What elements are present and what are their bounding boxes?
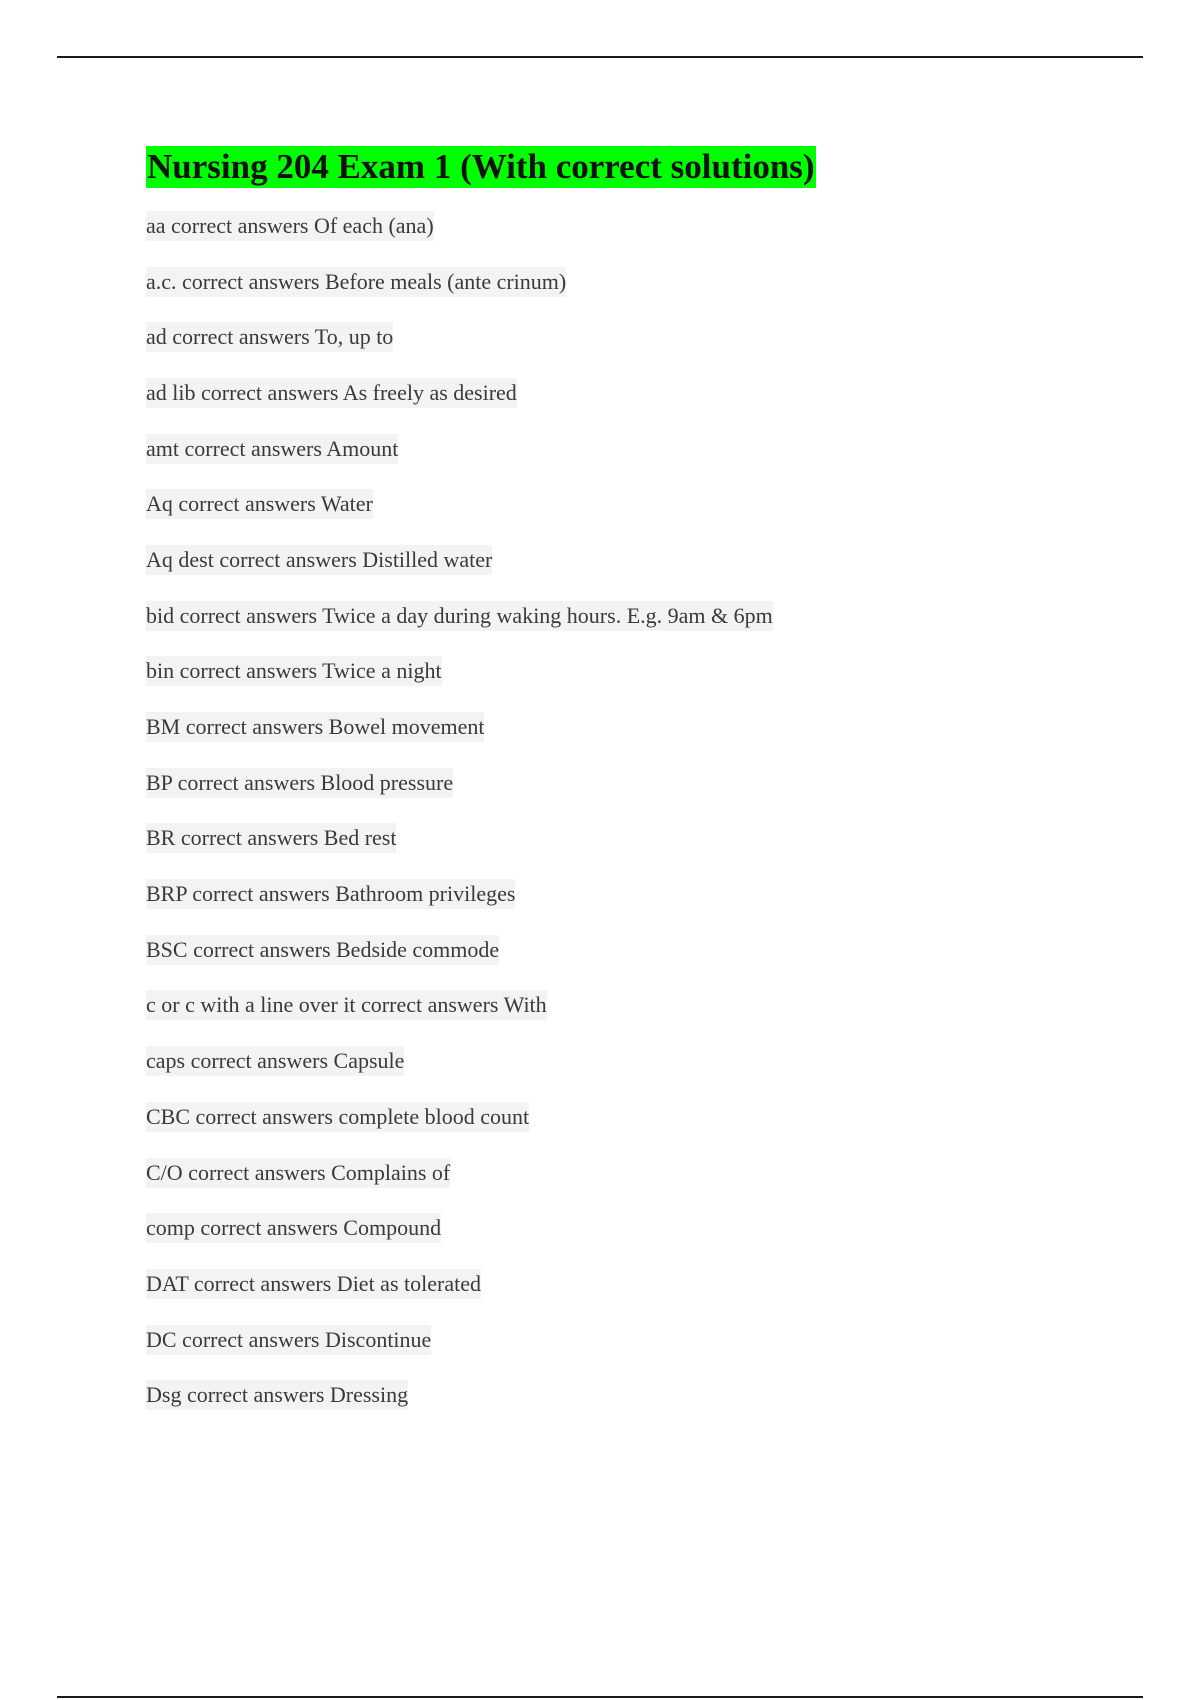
entry-text: caps correct answers Capsule [146,1046,404,1076]
list-item [146,1312,1146,1368]
document-title: Nursing 204 Exam 1 (With correct solutions) [147,147,815,186]
list-item [146,1089,1146,1145]
entry-text: BM correct answers Bowel movement [146,712,484,742]
entry-text: Aq dest correct answers Distilled water [146,545,492,575]
top-rule [57,56,1143,58]
list-item [146,1256,1146,1312]
entry-text: aa correct answers Of each (ana) [146,211,434,241]
entry-text: comp correct answers Compound [146,1213,441,1243]
entry-text: Aq correct answers Water [146,489,373,519]
list-item [146,476,1146,532]
entry-text: DC correct answers Discontinue [146,1325,431,1355]
list-item [146,309,1146,365]
list-item [146,1033,1146,1089]
list-item [146,922,1146,978]
entry-text: Dsg correct answers Dressing [146,1380,408,1410]
entry-text: DAT correct answers Diet as tolerated [146,1269,481,1299]
entry-text: ad correct answers To, up to [146,322,393,352]
list-item [146,699,1146,755]
list-item [146,811,1146,867]
list-item [146,588,1146,644]
bottom-rule [57,1696,1143,1698]
document-body [146,146,1146,1423]
entry-text: amt correct answers Amount [146,434,398,464]
list-item [146,365,1146,421]
list-item [146,644,1146,700]
list-item [146,421,1146,477]
list-item [146,866,1146,922]
entry-text: c or c with a line over it correct answers With [146,990,547,1020]
list-item [146,1200,1146,1256]
list-item [146,1145,1146,1201]
entry-text: C/O correct answers Complains of [146,1158,450,1188]
entry-text: ad lib correct answers As freely as desired [146,378,517,408]
list-item [146,1367,1146,1423]
entry-text: CBC correct answers complete blood count [146,1102,529,1132]
entry-text: a.c. correct answers Before meals (ante crinum) [146,267,566,297]
entry-text: BSC correct answers Bedside commode [146,935,499,965]
list-item [146,532,1146,588]
entry-text: bid correct answers Twice a day during waking hours. E.g. 9am & 6pm [146,601,773,631]
list-item [146,978,1146,1034]
entry-text: BRP correct answers Bathroom privileges [146,879,515,909]
entry-text: BR correct answers Bed rest [146,823,396,853]
entry-text: bin correct answers Twice a night [146,656,442,686]
list-item [146,755,1146,811]
entry-text: BP correct answers Blood pressure [146,768,453,798]
list-item [146,254,1146,310]
list-item [146,198,1146,254]
entry-list [146,198,1146,1423]
